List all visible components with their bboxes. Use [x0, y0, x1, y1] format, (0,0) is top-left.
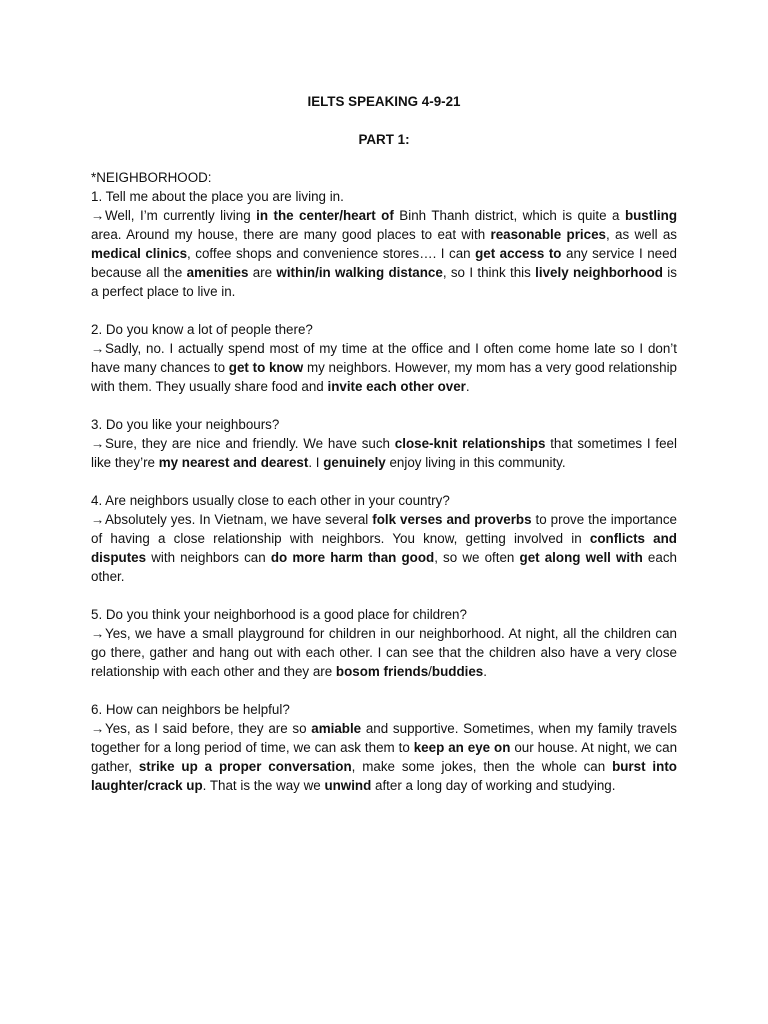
key-phrase: do more harm than good [270, 550, 435, 565]
key-phrase: within/in walking distance [276, 265, 443, 280]
answer-segment: , make some jokes, then the whole can [351, 759, 613, 774]
answer-segment: enjoy living in this community. [385, 455, 566, 470]
key-phrase: lively neighborhood [535, 265, 663, 280]
arrow-icon: → [91, 341, 105, 356]
key-phrase: medical clinics [91, 246, 188, 261]
key-phrase: bosom friends [335, 664, 429, 679]
answer-segment: , so I think this [442, 265, 536, 280]
answer-text [91, 434, 677, 472]
answer-segment: Yes, as I said before, they are so [105, 721, 312, 736]
key-phrase: get to know [228, 360, 304, 375]
answer-segment: Absolutely yes. In Vietnam, we have several [105, 512, 373, 527]
key-phrase: amiable [311, 721, 362, 736]
answer-segment: our house. At night, we can gather, [91, 740, 678, 774]
qa-list [91, 187, 677, 795]
part-heading: PART 1: [358, 132, 410, 147]
answer-text [91, 624, 677, 681]
answer-segment: Binh Thanh district, which is quite a [393, 208, 625, 223]
answer-segment: each other. [91, 550, 677, 584]
answer-segment: . [483, 664, 487, 679]
arrow-icon: → [91, 626, 105, 641]
key-phrase: folk verses and proverbs [372, 512, 532, 527]
key-phrase: invite each other over [327, 379, 466, 394]
answer-segment: to prove the importance of having a close relationship with neighbors. You know, getting involved in [91, 512, 677, 546]
key-phrase: get access to [475, 246, 562, 261]
answer-segment: Well, I’m currently living [105, 208, 257, 223]
question-text: 5. Do you think your neighborhood is a good place for children? [91, 607, 467, 622]
answer-segment: any service I need because all the [91, 246, 677, 280]
question-text: 2. Do you know a lot of people there? [91, 322, 313, 337]
qa-item [91, 415, 677, 472]
key-phrase: amenities [186, 265, 249, 280]
arrow-icon: → [91, 208, 105, 223]
qa-item [91, 320, 677, 396]
arrow-icon: → [91, 436, 105, 451]
answer-segment: . That is the way we [202, 778, 325, 793]
answer-text [91, 206, 677, 301]
answer-segment: area. Around my house, there are many good places to eat with [91, 227, 491, 242]
answer-segment: , so we often [434, 550, 520, 565]
answer-text [91, 339, 677, 396]
qa-item [91, 491, 677, 586]
answer-segment: is a perfect place to live in. [91, 265, 677, 299]
answer-segment: . [465, 379, 470, 394]
answer-segment: , as well as [605, 227, 677, 242]
document-page [91, 92, 677, 814]
key-phrase: burst into laughter/crack up [91, 759, 677, 793]
answer-segment: after a long day of working and studying. [371, 778, 616, 793]
arrow-icon: → [91, 721, 105, 736]
answer-segment: and supportive. Sometimes, when my family travels together for a long period of time, we can ask them to [91, 721, 677, 755]
answer-text [91, 510, 677, 586]
key-phrase: my nearest and dearest [158, 455, 309, 470]
answer-segment: Sadly, no. I actually spend most of my time at the office and I often come home late so I don’t have many chances to [91, 341, 677, 375]
answer-segment: that sometimes I feel like they’re [91, 436, 677, 470]
answer-segment: my neighbors. However, my mom has a very good relationship with them. They usually share food and [91, 360, 677, 394]
answer-segment: . I [308, 455, 324, 470]
question-text: 6. How can neighbors be helpful? [91, 702, 290, 717]
key-phrase: strike up a proper conversation [138, 759, 352, 774]
document-title: IELTS SPEAKING 4-9-21 [307, 94, 461, 109]
arrow-icon: → [91, 512, 105, 527]
qa-item [91, 700, 677, 795]
answer-text [91, 719, 677, 795]
answer-segment: Sure, they are nice and friendly. We have such [105, 436, 395, 451]
answer-segment: are [248, 265, 277, 280]
key-phrase: get along well with [519, 550, 643, 565]
key-phrase: in the center/heart of [256, 208, 394, 223]
key-phrase: keep an eye on [413, 740, 511, 755]
qa-item [91, 187, 677, 301]
key-phrase: conflicts and disputes [91, 531, 677, 565]
qa-item [91, 605, 677, 681]
answer-segment: / [428, 664, 432, 679]
question-text: 4. Are neighbors usually close to each other in your country? [91, 493, 450, 508]
key-phrase: bustling [624, 208, 678, 223]
question-text: 3. Do you like your neighbours? [91, 417, 280, 432]
question-text: 1. Tell me about the place you are living in. [91, 189, 344, 204]
key-phrase: genuinely [323, 455, 386, 470]
answer-segment: , coffee shops and convenience stores…. I can [187, 246, 476, 261]
section-heading: *NEIGHBORHOOD: [91, 170, 212, 185]
key-phrase: close-knit relationships [394, 436, 546, 451]
key-phrase: buddies [431, 664, 484, 679]
answer-segment: with neighbors can [146, 550, 271, 565]
key-phrase: reasonable prices [490, 227, 606, 242]
key-phrase: unwind [324, 778, 372, 793]
answer-segment: Yes, we have a small playground for children in our neighborhood. At night, all the children can go there, gather and hang out with each other. I can see that the children also have a very close relationship with each other and they are [91, 626, 677, 679]
